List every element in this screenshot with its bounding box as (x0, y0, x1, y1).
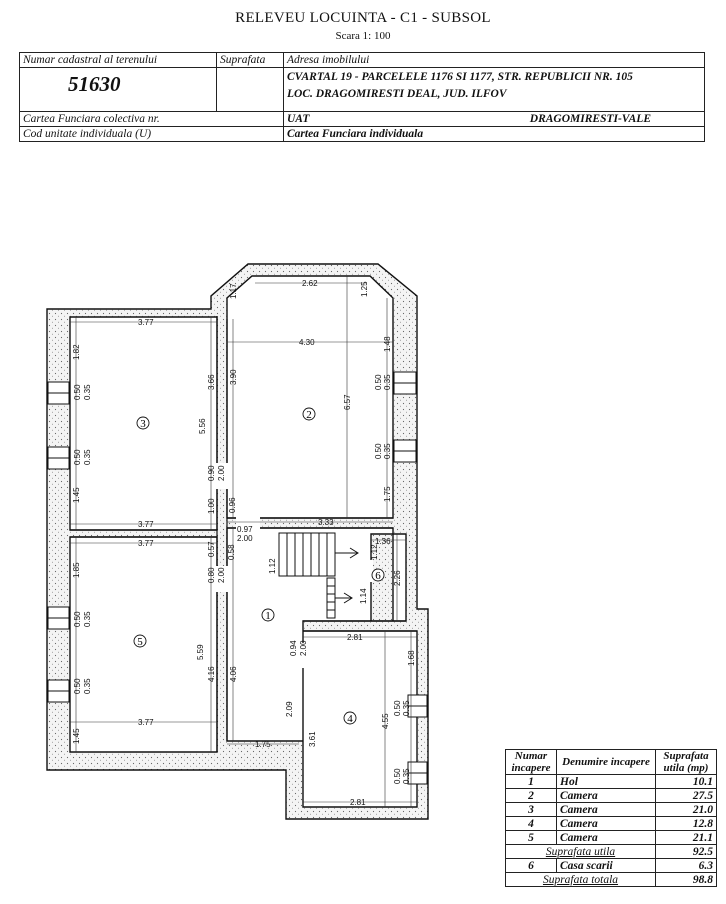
dim-label: 1.45 (72, 487, 81, 503)
dim-label: 0.94 (289, 640, 298, 656)
svg-text:4: 4 (347, 713, 353, 725)
dim-label: 2.00 (217, 567, 226, 583)
dim-label: 0.35 (383, 374, 392, 390)
stairs (279, 533, 358, 618)
dim-label: 0.35 (383, 443, 392, 459)
address-line-2: LOC. DRAGOMIRESTI DEAL, JUD. ILFOV (287, 88, 507, 100)
room-marker-5 (134, 635, 146, 648)
surface-label: Suprafata (217, 53, 284, 68)
dim-label: 0.35 (83, 678, 92, 694)
dim-label: 3.90 (229, 369, 238, 385)
dim-label: 0.35 (402, 768, 411, 784)
dim-label: 0.57 (207, 541, 216, 557)
address-label: Adresa imobilului (284, 53, 705, 68)
dim-label: 1.82 (72, 344, 81, 360)
dim-label: 0.96 (228, 497, 237, 513)
legend-col-num: Numar incapere (506, 750, 557, 775)
dim-label: 3.77 (138, 539, 154, 548)
dim-label: 1.85 (72, 562, 81, 578)
dim-label: 0.50 (374, 443, 383, 459)
room-marker-2 (303, 408, 315, 421)
dim-label: 0.50 (73, 449, 82, 465)
dim-label: 2.00 (299, 640, 308, 656)
dim-label: 2.00 (237, 534, 253, 543)
dim-label: 2.00 (217, 465, 226, 481)
dim-label: 6.57 (343, 394, 352, 410)
dim-label: 5.59 (196, 644, 205, 660)
dim-label: 4.16 (207, 666, 216, 682)
legend-col-area: Suprafata utila (mp) (656, 750, 717, 775)
legend-row: 1 Hol 10.1 (506, 775, 717, 789)
uat-value: DRAGOMIRESTI-VALE (529, 113, 651, 125)
cadastral-number: 51630 (20, 68, 217, 112)
dim-label: 0.35 (402, 700, 411, 716)
dim-label: 0.50 (73, 384, 82, 400)
dim-label: 0.90 (207, 465, 216, 481)
room-marker-1 (262, 609, 274, 622)
legend-row: 4 Camera 12.8 (506, 817, 717, 831)
dim-label: 3.77 (138, 718, 154, 727)
legend-total-row: Suprafata totala 98.8 (506, 873, 717, 887)
legend-useful-row: Suprafata utila 92.5 (506, 845, 717, 859)
dim-label: 5.56 (198, 418, 207, 434)
dim-label: 0.80 (207, 567, 216, 583)
room-markers (134, 408, 384, 725)
uat-label: UAT (287, 113, 310, 125)
dim-label: 0.50 (393, 768, 402, 784)
cadastral-label: Numar cadastral al terenului (20, 53, 217, 68)
dim-label: 0.58 (227, 544, 236, 560)
unit-code-label: Cod unitate individuala (U) (20, 127, 284, 142)
legend-col-name: Denumire incapere (557, 750, 656, 775)
dim-label: 0.35 (83, 449, 92, 465)
legend-row: 5 Camera 21.1 (506, 831, 717, 845)
dim-label: 0.50 (393, 700, 402, 716)
page-title: RELEVEU LOCUINTA - C1 - SUBSOL (235, 10, 491, 26)
dim-label: 0.50 (73, 678, 82, 694)
dim-label: 0.50 (374, 374, 383, 390)
dim-label: 0.35 (83, 384, 92, 400)
dim-label: 1.68 (407, 650, 416, 666)
dim-label: 2.26 (393, 570, 402, 586)
dim-label: 3.77 (138, 318, 154, 327)
dim-label: 1.48 (383, 336, 392, 352)
dim-label: 4.06 (229, 666, 238, 682)
dim-label: 1.12 (370, 544, 379, 560)
legend-row: 6 Casa scarii 6.3 (506, 859, 717, 873)
dim-label: 1.12 (268, 558, 277, 574)
dim-label: 3.61 (308, 731, 317, 747)
dim-label: 3.33 (318, 518, 334, 527)
scale-label: Scara 1: 100 (335, 30, 391, 42)
collective-label: Cartea Funciara colectiva nr. (20, 112, 284, 127)
dim-label: 1.14 (359, 588, 368, 604)
dim-label: 1.45 (72, 728, 81, 744)
dim-label: 0.35 (83, 611, 92, 627)
dim-label: 2.09 (285, 701, 294, 717)
dim-label: 1.25 (360, 281, 369, 297)
svg-text:3: 3 (140, 418, 146, 430)
svg-text:1: 1 (265, 610, 271, 622)
address-line-1: CVARTAL 19 - PARCELELE 1176 SI 1177, STR. REPUBLICII NR. 105 (287, 71, 633, 83)
dim-label: 0.97 (237, 525, 253, 534)
dim-label: 4.30 (299, 338, 315, 347)
room-marker-4 (344, 712, 356, 725)
svg-text:2: 2 (306, 409, 312, 421)
dim-label: 1.75 (383, 486, 392, 502)
dim-label: 1.75 (255, 740, 271, 749)
legend-row: 3 Camera 21.0 (506, 803, 717, 817)
dim-label: 2.81 (350, 798, 366, 807)
dim-label: 0.50 (73, 611, 82, 627)
dim-label: 2.81 (347, 633, 363, 642)
individual-label: Cartea Funciara individuala (284, 127, 705, 142)
svg-text:5: 5 (137, 636, 143, 648)
room-marker-3 (137, 417, 149, 430)
dim-label: 1.00 (207, 498, 216, 514)
room-legend-table (505, 749, 717, 887)
legend-row: 2 Camera 27.5 (506, 789, 717, 803)
dim-label: 4.55 (381, 713, 390, 729)
dim-label: 2.62 (302, 279, 318, 288)
svg-text:6: 6 (375, 570, 381, 582)
dim-label: 3.77 (138, 520, 154, 529)
dim-label: 1.36 (375, 537, 391, 546)
dim-label: 3.66 (207, 374, 216, 390)
dim-label: 1.17 (229, 283, 238, 299)
